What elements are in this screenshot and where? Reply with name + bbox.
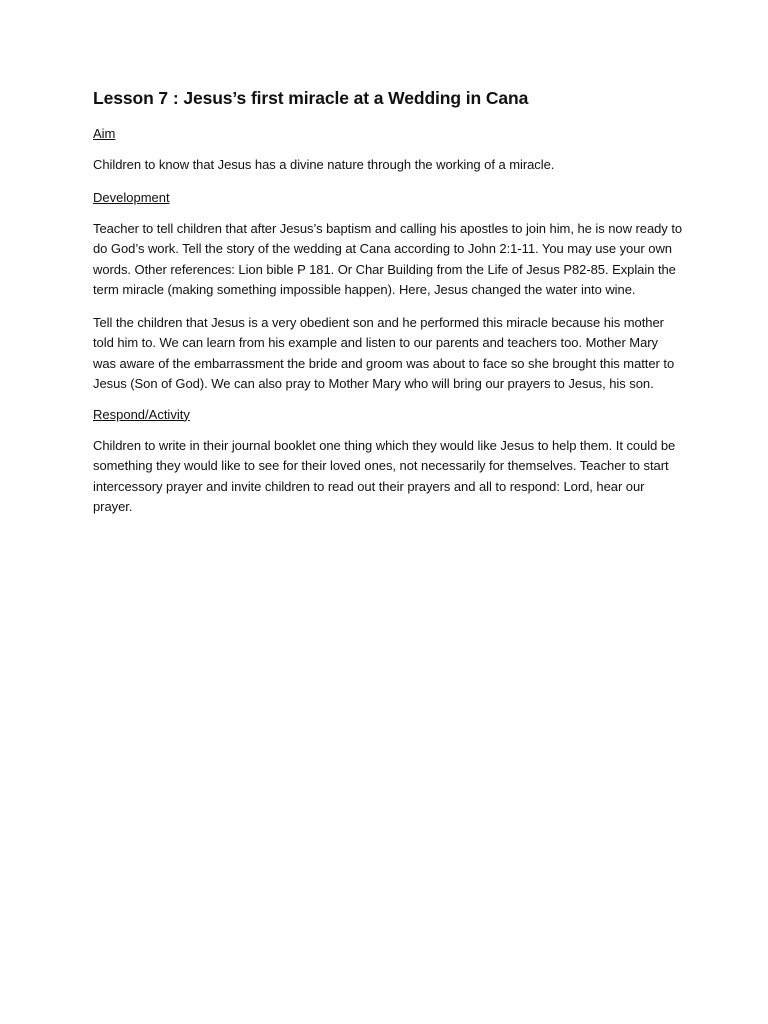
document-page [93,88,683,530]
respond-heading: Respond/Activity [93,406,190,422]
document-title: Lesson 7 : Jesus’s first miracle at a Wedding in Cana [93,88,529,108]
aim-text: Children to know that Jesus has a divine nature through the working of a miracle. [93,157,555,172]
respond-text: Children to write in their journal booklet one thing which they would like Jesus to help them. It could be something they would like to see for their loved ones, not necessarily for themselves. Teacher to start intercessory prayer and invite children to read out their prayers and all to respond: Lord, hear our prayer. [93,437,676,514]
development-paragraph-2: Tell the children that Jesus is a very obedient son and he performed this miracle because his mother told him to. We can learn from his example and listen to our parents and teachers too. Mother Mary was aware of the embarrassment the bride and groom was about to face so she brought this matter to Jesus (Son of God). We can also pray to Mother Mary who will bring our prayers to Jesus, his son. [93,314,675,391]
aim-heading: Aim [93,126,116,141]
development-paragraph-1: Teacher to tell children that after Jesus’s baptism and calling his apostles to join him, he is now ready to do God’s work. Tell the story of the wedding at Cana according to John 2:1-11. You may use your own words. Other references: Lion bible P 181. Or Char Building from the Life of Jesus P82-85. Explain the term miracle (making something impossible happen). Here, Jesus changed the water into wine. [93,220,683,297]
development-heading: Development [93,189,170,205]
